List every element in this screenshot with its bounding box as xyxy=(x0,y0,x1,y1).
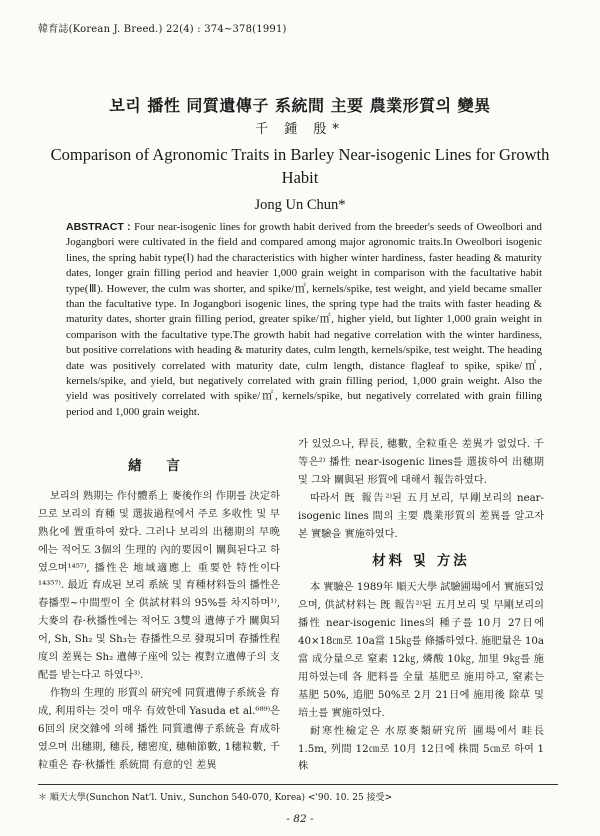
page-number: - 82 - xyxy=(286,813,314,825)
journal-citation: 韓育誌(Korean J. Breed.) 22(4) : 374~378(1991) xyxy=(38,24,287,35)
english-title: Comparison of Agronomic Traits in Barley Near-isogenic Lines for Growth Habit xyxy=(50,145,550,187)
korean-author: 千 鍾 殷* xyxy=(255,122,345,137)
right-column xyxy=(298,436,544,776)
introduction-heading: 緖 言 xyxy=(128,458,190,474)
intro-paragraph: 作物의 生理的 形質의 硏究에 同質遺傳子系統을 育成, 利用하는 것이 매우 有效한데 Yasuda et al.⁶⁸⁹⁾은 6回의 戾交雜에 의해 播性 同質遺傳子系統을 育成하였으며 出穗期, 穗長, 穗密度, 穗軸節數, 1穗粒數, 千粒重은 春·秋播性 系統間 有意的인 差異 xyxy=(38,687,280,771)
english-author: Jong Un Chun* xyxy=(254,197,346,213)
abstract-label: ABSTRACT : xyxy=(66,221,135,233)
methods-heading: 材料 및 方法 xyxy=(372,553,470,570)
korean-title: 보리 播性 同質遺傳子 系統間 主要 農業形質의 變異 xyxy=(109,96,491,115)
left-column xyxy=(38,458,280,774)
methods-paragraph: 本 實驗은 1989年 順天大學 試驗圃場에서 實施되었으며, 供試材料는 旣 報告²⁾된 五月보리 및 早剛보리의 播性 near-isogenic lines의 種子를 10月 27日에 40×18㎝로 10a當 15㎏를 條播하였다. 施肥量은 10a當 成分量으로 窒素 12㎏, 燐酸 10㎏, 加里 9㎏를 施用하였는데 各 肥料를 全量 基肥로 施用하고, 窒素는 基肥 50%, 追肥 50%로 2月 21日에 施用後 除草 및 培土를 實施하였다. xyxy=(298,582,544,719)
methods-paragraph: 耐寒性檢定은 水原麥類硏究所 圃場에서 畦長 1.5m, 列間 12㎝로 10月 12日에 株間 5㎝로 하여 1株 xyxy=(298,725,544,773)
intro-continued-paragraph: 따라서 旣 報告²⁾된 五月보리, 早剛보리의 near-isogenic lines 間의 主要 農業形質의 差異를 알고자 본 實驗을 實施하였다. xyxy=(298,492,544,540)
abstract xyxy=(66,220,542,420)
footnote-divider xyxy=(38,784,558,785)
intro-continued-paragraph: 가 있었으나, 稈長, 穗數, 全粒重은 差異가 없었다. 千等은²⁾ 播性 near-isogenic lines를 選拔하여 出穗期 및 그와 關與된 形質에 대해서 報告하였다. xyxy=(298,439,544,486)
intro-paragraph: 보리의 熟期는 作付體系上 麥後作의 作期를 決定하므로 보리의 育種 및 選拔過程에서 주로 多收性 및 早熟化에 置重하여 왔다. 그러나 보리의 出穗期의 早晩에는 적어도 3個의 生理的 內的要因이 關與된다고 하였으며¹⁴⁵⁷⁾, 播性은 地域適應上 重要한 特性이다¹⁴³⁵⁷⁾. 最近 育成된 보리 系統 및 育種材料들의 播性은 春播型~中間型이 全 供試材料의 95%를 차지하며¹⁾, 大麥의 春·秋播性에는 적어도 3雙의 遺傳子가 關與되어, Sh, Sh₂ 및 Sh₃는 春播性으로 發現되며 春播性程度의 差異는 Sh₂ 遺傳子座에 있는 複對立遺傳子의 支配를 받는다고 하였다³⁾. xyxy=(38,490,280,681)
affiliation-footnote: ＊ 順天大學(Sunchon Nat'l. Univ., Sunchon 540-070, Korea) <'90. 10. 25 接受> xyxy=(38,793,393,803)
abstract-text: Four near-isogenic lines for growth habit derived from the breeder's seeds of Oweolbori and Jogangbori were cultivated in the field and compared among major agronomic traits.In Oweolbori isogenic lines, the spring habit type(Ⅰ) had the characteristics with higher winter hardiness, faster heading & maturity dates, longer grain filling period and heavier 1,000 grain weight in comparison with the facultative habit type(Ⅲ). However, the culm was shorter, and spike/㎡, kernels/spike, test weight, and yield became smaller than the facultative type. In Jogangbori isogenic lines, the spring type had the traits with faster heading & maturity dates, shorter grain filling period, greater spike/㎡, higher yield, but lighter 1,000 grain weight in comparison with the facultative type.The growth habit had negative correlation with the winter hardiness, but positive correlations with heading & maturity dates, culm length, kernels/spike, test weight. The heading date was positively correlated with maturity date, culm length, distance flagleaf to spike, spike/㎡, kernels/spike, and yield, but negatively correlated with grain filling period, 1,000 grain weight. Also the yield was positively correlated with spike/㎡, kernels/spike, but negatively correlated with grain filling period and 1,000 grain weight. xyxy=(66,221,543,418)
